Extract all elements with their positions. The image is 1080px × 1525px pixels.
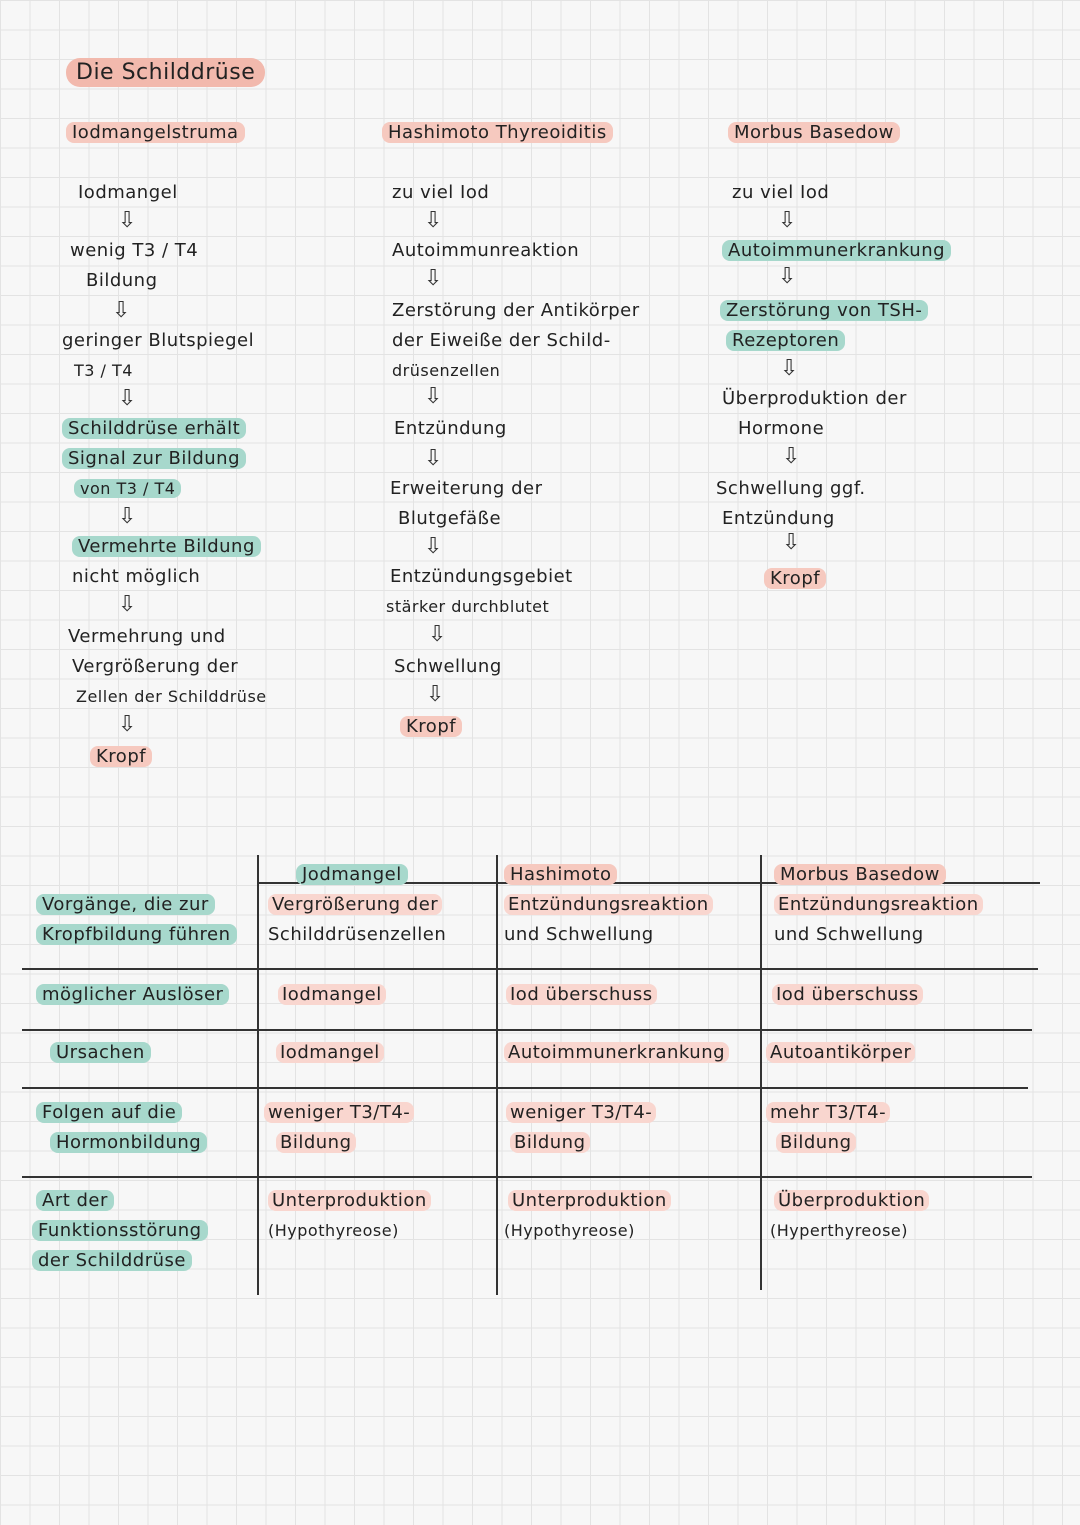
row-label: Funktionsstörung xyxy=(32,1216,208,1246)
flow1-step: von T3 / T4 xyxy=(74,474,181,504)
table-divider xyxy=(22,968,1038,970)
page-title: Die Schilddrüse xyxy=(66,58,265,88)
flow2-step: Blutgefäße xyxy=(398,508,502,529)
flow1-step: Signal zur Bildung xyxy=(62,444,246,474)
flow2-step: drüsenzellen xyxy=(392,361,501,380)
table-divider xyxy=(22,1029,1032,1031)
down-arrow-icon: ⇩ xyxy=(778,208,797,233)
row-label: möglicher Auslöser xyxy=(36,980,229,1010)
flow2-step: Entzündungsgebiet xyxy=(390,566,573,587)
row-label: der Schilddrüse xyxy=(32,1246,192,1276)
table-cell: Überproduktion xyxy=(774,1186,929,1216)
table-cell: Entzündungsreaktion xyxy=(504,890,713,920)
table-cell: weniger T3/T4- xyxy=(506,1098,656,1128)
table-cell: (Hypothyreose) xyxy=(504,1221,635,1240)
table-cell: Unterproduktion xyxy=(508,1186,671,1216)
table-cell: Bildung xyxy=(276,1128,356,1158)
down-arrow-icon: ⇩ xyxy=(118,712,137,737)
table-cell: mehr T3/T4- xyxy=(766,1098,890,1128)
table-divider xyxy=(257,855,259,1295)
flow1-step: Kropf xyxy=(90,742,152,772)
heading-hashimoto: Hashimoto Thyreoiditis xyxy=(382,118,613,148)
flow1-step: Zellen der Schilddrüse xyxy=(76,687,267,706)
flow3-step: Zerstörung von TSH- xyxy=(720,296,928,326)
table-cell: Bildung xyxy=(510,1128,590,1158)
row-label: Kropfbildung führen xyxy=(36,920,237,950)
table-cell: Iod überschuss xyxy=(772,980,923,1010)
table-divider xyxy=(22,1176,1032,1178)
table-cell: Vergrößerung der xyxy=(268,890,442,920)
table-cell: und Schwellung xyxy=(774,924,924,945)
flow3-step: zu viel Iod xyxy=(732,182,830,203)
row-label: Vorgänge, die zur xyxy=(36,890,215,920)
flow1-step: geringer Blutspiegel xyxy=(62,330,255,351)
table-cell: Autoimmunerkrankung xyxy=(504,1038,729,1068)
table-cell: Iodmangel xyxy=(278,980,386,1010)
row-label: Hormonbildung xyxy=(50,1128,207,1158)
flow3-step: Hormone xyxy=(738,418,825,439)
table-header: Morbus Basedow xyxy=(774,860,946,890)
table-cell: Unterproduktion xyxy=(268,1186,431,1216)
row-label: Ursachen xyxy=(50,1038,151,1068)
table-header: Hashimoto xyxy=(504,860,617,890)
table-header: Jodmangel xyxy=(296,860,408,890)
down-arrow-icon: ⇩ xyxy=(778,264,797,289)
flow1-step: nicht möglich xyxy=(72,566,201,587)
flow2-step: Kropf xyxy=(400,712,462,742)
flow1-step: Schilddrüse erhält xyxy=(62,414,246,444)
flow3-step: Überproduktion der xyxy=(722,388,907,409)
flow2-step: zu viel Iod xyxy=(392,182,490,203)
table-cell: (Hypothyreose) xyxy=(268,1221,399,1240)
flow1-step: Iodmangel xyxy=(78,182,178,203)
flow1-step: T3 / T4 xyxy=(74,361,133,380)
down-arrow-icon: ⇩ xyxy=(112,298,131,323)
down-arrow-icon: ⇩ xyxy=(782,444,801,469)
table-cell: (Hyperthyreose) xyxy=(770,1221,908,1240)
down-arrow-icon: ⇩ xyxy=(118,504,137,529)
flow1-step: wenig T3 / T4 xyxy=(70,240,199,261)
row-label: Folgen auf die xyxy=(36,1098,182,1128)
flow2-step: stärker durchblutet xyxy=(386,597,550,616)
down-arrow-icon: ⇩ xyxy=(424,534,443,559)
flow3-step: Autoimmunerkrankung xyxy=(722,236,951,266)
flow3-step: Schwellung ggf. xyxy=(716,478,866,499)
down-arrow-icon: ⇩ xyxy=(426,682,445,707)
flow1-step: Bildung xyxy=(86,270,158,291)
down-arrow-icon: ⇩ xyxy=(424,266,443,291)
table-cell: Schilddrüsenzellen xyxy=(268,924,447,945)
down-arrow-icon: ⇩ xyxy=(424,446,443,471)
table-cell: Entzündungsreaktion xyxy=(774,890,983,920)
table-cell: Iod überschuss xyxy=(506,980,657,1010)
flow3-step: Rezeptoren xyxy=(726,326,845,356)
heading-iodmangelstruma: Iodmangelstruma xyxy=(66,118,245,148)
down-arrow-icon: ⇩ xyxy=(118,386,137,411)
down-arrow-icon: ⇩ xyxy=(428,622,447,647)
table-divider xyxy=(22,1087,1028,1089)
flow2-step: der Eiweiße der Schild- xyxy=(392,330,611,351)
table-divider xyxy=(496,855,498,1295)
table-cell: und Schwellung xyxy=(504,924,654,945)
row-label: Art der xyxy=(36,1186,114,1216)
flow1-step: Vermehrung und xyxy=(68,626,226,647)
down-arrow-icon: ⇩ xyxy=(780,356,799,381)
flow2-step: Zerstörung der Antikörper xyxy=(392,300,640,321)
table-cell: Bildung xyxy=(776,1128,856,1158)
flow1-step: Vergrößerung der xyxy=(72,656,239,677)
flow3-step: Entzündung xyxy=(722,508,835,529)
table-cell: Iodmangel xyxy=(276,1038,384,1068)
flow3-step: Kropf xyxy=(764,564,826,594)
flow2-step: Autoimmunreaktion xyxy=(392,240,580,261)
flow2-step: Entzündung xyxy=(394,418,507,439)
table-divider xyxy=(760,855,762,1290)
table-cell: weniger T3/T4- xyxy=(264,1098,414,1128)
down-arrow-icon: ⇩ xyxy=(424,208,443,233)
heading-morbus-basedow: Morbus Basedow xyxy=(728,118,900,148)
flow2-step: Erweiterung der xyxy=(390,478,543,499)
flow1-step: Vermehrte Bildung xyxy=(72,532,261,562)
down-arrow-icon: ⇩ xyxy=(782,530,801,555)
down-arrow-icon: ⇩ xyxy=(118,208,137,233)
down-arrow-icon: ⇩ xyxy=(424,384,443,409)
flow2-step: Schwellung xyxy=(394,656,502,677)
down-arrow-icon: ⇩ xyxy=(118,592,137,617)
table-cell: Autoantikörper xyxy=(766,1038,915,1068)
